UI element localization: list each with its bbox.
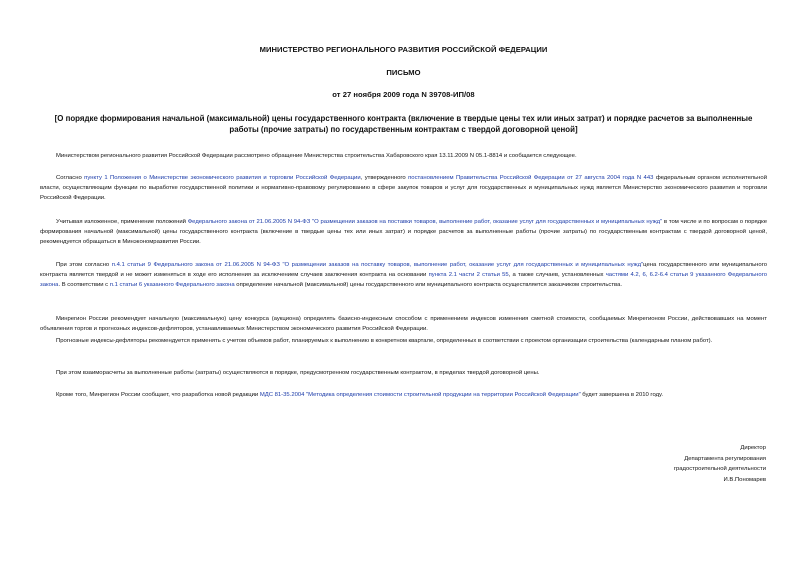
ministry-heading: МИНИСТЕРСТВО РЕГИОНАЛЬНОГО РАЗВИТИЯ РОССИЙСКОЙ ФЕДЕРАЦИИ bbox=[259, 45, 548, 54]
paragraph-3 bbox=[40, 217, 767, 248]
paragraph-3-text-1: Учитывая изложенное, применение положений bbox=[56, 219, 188, 225]
paragraph-4 bbox=[40, 260, 767, 291]
document-date-number: от 27 ноября 2009 года N 39708-ИП/08 bbox=[332, 90, 475, 99]
paragraph-4-text-5: определение начальной (максимальной) цены государственного или муниципального контракта осуществляется заказчиком строительства. bbox=[234, 282, 623, 289]
paragraph-8 bbox=[40, 390, 767, 400]
link-article-9-parts[interactable]: частями 4.2, 6, 6.2-6.4 статьи 9 указанного Федерального закона bbox=[40, 272, 768, 289]
paragraph-2-text-3: федеральным органом исполнительной власти, осуществляющим функции по выработке государственной политики и нормативно-правовому регулированию в сфере закупок товаров и услуг для государственных и муниципальных нужд является Министерство экономического развития и торговли Российской Федерации. bbox=[40, 175, 767, 202]
paragraph-4-text-3: , а также случаев, установленных bbox=[508, 272, 606, 279]
paragraph-5-text: Минрегион России рекомендует начальную (максимальную) цену конкурса (аукциона) определять базисно-индексным способом с применением индексов изменения сметной стоимости, сообщаемых Минрегионом России, действовавших на момент объявления торгов и прогнозных индексов-дефляторов, устанавливаемых Министерством экономического развития Российской Федерации. bbox=[40, 316, 767, 333]
paragraph-2-text-2: , утвержденного bbox=[360, 175, 409, 181]
link-federal-law-94fz[interactable]: Федерального закона от 21.06.2005 N 94-ФЗ "О размещении заказов на поставки товаров, выполнение работ, оказание услуг для государственных и муниципальных нужд" bbox=[187, 219, 663, 225]
document-title: [О порядке формирования начальной (максимальной) цены государственного контракта (включение в твердые цены тех или иных затрат) и порядке расчетов за выполненные работы (прочие затраты) по государственным контрактам с твердой договорной ценой] bbox=[54, 114, 753, 134]
link-government-resolution-443[interactable]: постановлением Правительства Российской Федерации от 27 августа 2004 года N 443 bbox=[408, 175, 654, 181]
signature-department-activity: градостроительной деятельности bbox=[673, 466, 766, 472]
link-article-55-part-2[interactable]: пункта 2.1 части 2 статьи 55 bbox=[428, 272, 509, 279]
link-article-6-point-1[interactable]: п.1 статьи 6 указанного Федерального закона bbox=[109, 282, 235, 289]
paragraph-2 bbox=[40, 173, 767, 204]
paragraph-5 bbox=[40, 314, 767, 334]
paragraph-2-text-1: Согласно bbox=[56, 175, 85, 181]
paragraph-8-text-2: будет завершена в 2010 году. bbox=[580, 392, 664, 398]
paragraph-7-text: При этом взаиморасчеты за выполненные работы (затраты) осуществляются в порядке, предусмотренном государственным контрактом, в пределах твердой договорной цены. bbox=[56, 370, 540, 376]
paragraph-1 bbox=[40, 151, 767, 161]
signature-name: И.В.Пономарев bbox=[723, 476, 766, 483]
paragraph-1-text: Министерством регионального развития Российской Федерации рассмотрено обращение Министерства строительства Хабаровского края 13.11.2009 N 05.1-8814 и сообщается следующее. bbox=[56, 153, 577, 159]
document-type-heading: ПИСЬМО bbox=[386, 68, 421, 77]
paragraph-6-text: Прогнозные индексы-дефляторы рекомендуется применять с учетом объемов работ, планируемых к выполнению в конкретном квартале, определенных в соответствии с проектом организации строительства (календарным планом работ). bbox=[56, 338, 713, 344]
paragraph-4-text-4: . В соответствии с bbox=[58, 282, 110, 289]
paragraph-8-text-1: Кроме того, Минрегион России сообщает, что разработка новой редакции bbox=[56, 392, 260, 398]
paragraph-7 bbox=[40, 368, 767, 378]
link-regulation-ministry[interactable]: пункту 1 Положения о Министерстве экономического развития и торговли Российской Федерации bbox=[84, 175, 361, 181]
signature-block bbox=[560, 443, 766, 485]
signature-department: Департамента регулирования bbox=[684, 455, 766, 462]
paragraph-6 bbox=[40, 336, 767, 346]
paragraph-4-text-2: цена государственного или муниципального контракта является твердой и не может изменяться в ходе его исполнения за исключением случаев заключения контракта на основании bbox=[40, 262, 767, 279]
link-article-9-point-4-1[interactable]: п.4.1 статьи 9 Федерального закона от 21.06.2005 N 94-ФЗ "О размещении заказов на поставку товаров, выполнение работ, оказание услуг для государственных и муниципальных нужд" bbox=[111, 262, 644, 268]
signature-position: Директор bbox=[740, 445, 766, 451]
link-mds-81-35-2004[interactable]: МДС 81-35.2004 "Методика определения стоимости строительной продукции на территории Российской Федерации" bbox=[259, 392, 581, 398]
paragraph-4-text-1: При этом согласно bbox=[56, 262, 112, 268]
paragraph-3-text-2: в том числе и по вопросам о порядке формирования начальной (максимальной) цены государственного контракта (включение в твердые цены тех или иных затрат) и порядке расчетов за выполненные работы (прочие затраты) по государственным контрактам с твердой договорной ценой, рекомендуется обращаться в Минэкономразвития России. bbox=[40, 219, 767, 246]
